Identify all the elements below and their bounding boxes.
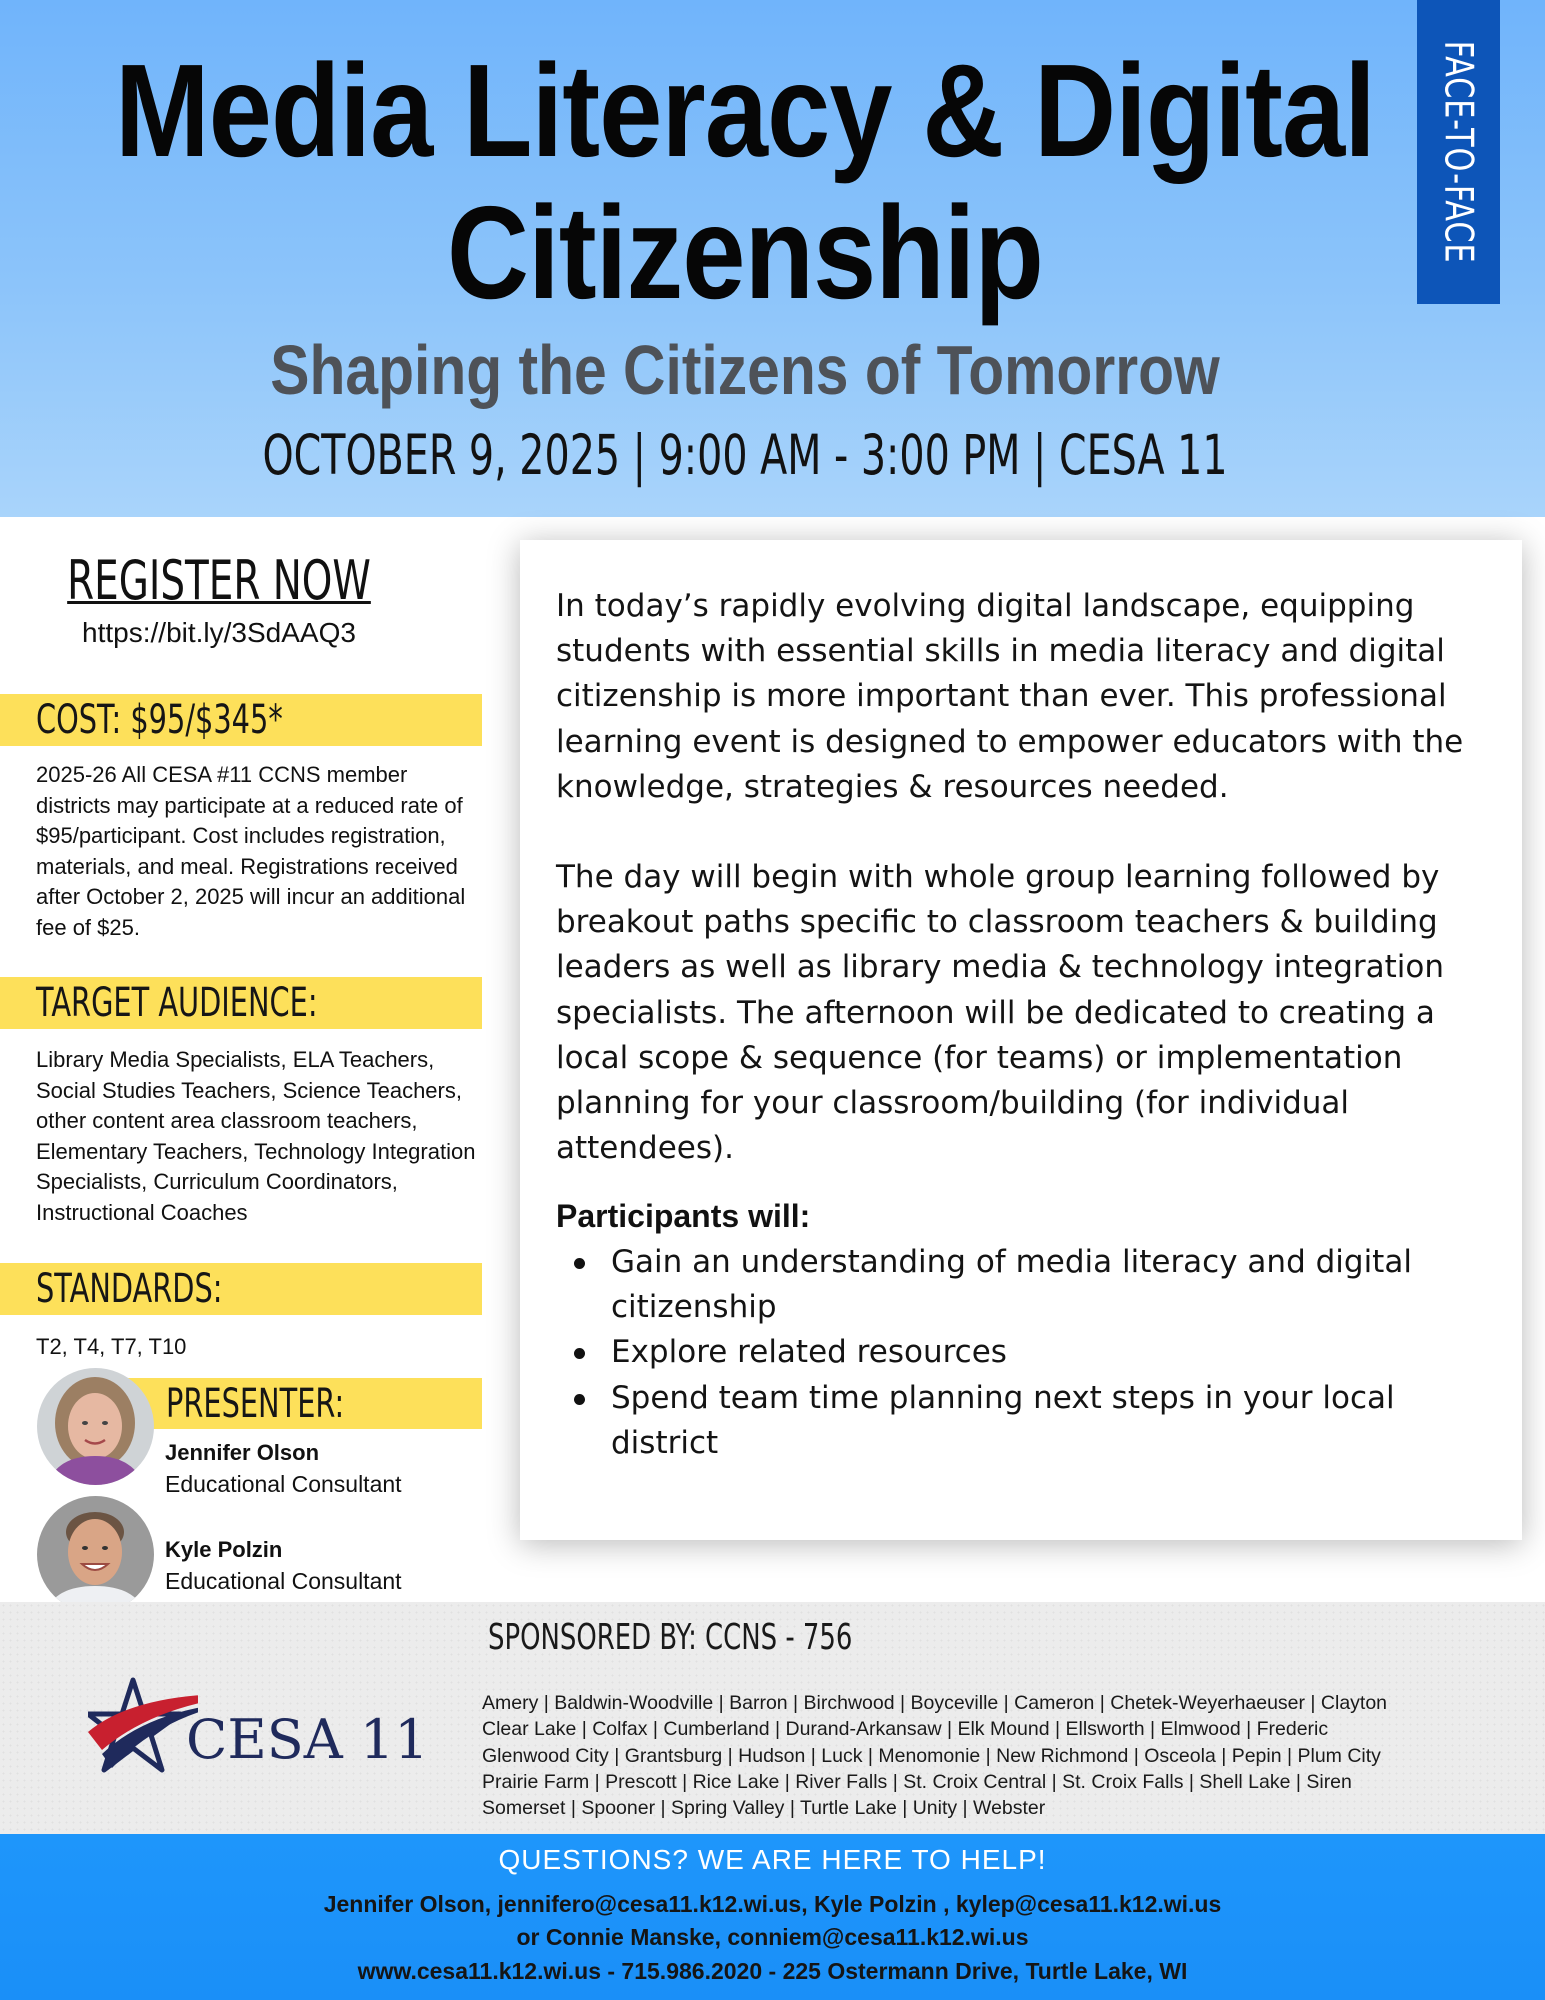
sponsor-title: SPONSORED BY: CCNS - 756 — [488, 1617, 853, 1658]
presenter-role-1: Educational Consultant — [165, 1471, 402, 1497]
description-paragraph-1: In today’s rapidly evolving digital landscape, equipping students with essential skills in media literacy and digital citizenship is more important than ever. This professional learning event is designed to empower educators with the knowledge, strategies & resources needed. — [556, 588, 1464, 805]
presenter-heading-bar — [100, 1378, 482, 1429]
event-date-time-location: OCTOBER 9, 2025 | 9:00 AM - 3:00 PM | CESA 11 — [262, 423, 1228, 487]
questions-heading: QUESTIONS? WE ARE HERE TO HELP! — [498, 1844, 1047, 1875]
presenter-heading: PRESENTER: — [166, 1381, 345, 1427]
member-districts-list — [482, 1690, 1522, 1821]
page-subtitle: Shaping the Citizens of Tomorrow — [270, 331, 1220, 409]
page-title — [104, 37, 1385, 326]
presenter-name-2: Kyle Polzin — [165, 1537, 283, 1562]
face-to-face-badge — [1417, 0, 1500, 304]
cost-heading: COST: $95/$345* — [36, 697, 283, 743]
description-paragraph-2: The day will begin with whole group learning followed by breakout paths specific to classroom teachers & building leaders as well as library media & technology integration specialists. The afternoon will be dedicated to creating a local scope & sequence (for teams) or implementation planning for your classroom/building (for individual attendees). — [556, 859, 1444, 1167]
contact-line-2[interactable]: or Connie Manske, conniem@cesa11.k12.wi.us — [516, 1924, 1029, 1950]
contact-line-3[interactable]: www.cesa11.k12.wi.us - 715.986.2020 - 225 Ostermann Drive, Turtle Lake, WI — [357, 1958, 1188, 1984]
audience-text: Library Media Specialists, ELA Teachers, Social Studies Teachers, Science Teachers, other content area classroom teachers, Elementary Teachers, Technology Integration Specialists, Curriculum Coordinators, Instructional Coaches — [36, 1047, 476, 1225]
cost-heading-bar — [0, 694, 482, 746]
cesa-logo-text: CESA 11 — [186, 1708, 429, 1771]
standards-heading: STANDARDS: — [36, 1266, 223, 1312]
bullet-icon — [574, 1348, 585, 1359]
list-item-text: Gain an understanding of media literacy and digital citizenship — [611, 1244, 1412, 1326]
contact-footer — [0, 1834, 1545, 2000]
header-banner — [0, 0, 1545, 517]
cost-text: 2025-26 All CESA #11 CCNS member districts may participate at a reduced rate of $95/participant. Cost includes registration, materials, and meal. Registrations received after October 2, 2025 will incur an additional fee of $25. — [36, 762, 466, 940]
register-link[interactable]: https://bit.ly/3SdAAQ3 — [82, 617, 356, 648]
standards-text: T2, T4, T7, T10 — [36, 1334, 187, 1359]
description-card — [520, 540, 1522, 1540]
district-line: Amery | Baldwin-Woodville | Barron | Birchwood | Boyceville | Cameron | Chetek-Weyerhaeuser | Clayton — [482, 1692, 1388, 1714]
district-line: Clear Lake | Colfax | Cumberland | Durand-Arkansaw | Elk Mound | Ellsworth | Elmwood | Frederic — [482, 1718, 1329, 1741]
list-item-text: Explore related resources — [611, 1334, 1007, 1371]
list-item — [556, 1240, 1476, 1330]
list-item — [556, 1376, 1476, 1466]
list-item — [556, 1330, 1476, 1375]
presenter-name-1: Jennifer Olson — [165, 1440, 320, 1465]
audience-heading-bar — [0, 977, 482, 1029]
register-now-heading[interactable]: REGISTER NOW — [67, 549, 371, 612]
title-line-2: Citizenship — [446, 179, 1044, 326]
face-to-face-label: FACE-TO-FACE — [1435, 40, 1481, 264]
presenter-avatar-kyle — [37, 1496, 154, 1613]
star-swoosh-icon — [88, 1672, 198, 1792]
bullet-icon — [574, 1394, 585, 1405]
participants-list — [556, 1240, 1476, 1466]
sponsor-section — [0, 1602, 1545, 1834]
avatar-jennifer-image — [37, 1368, 154, 1485]
contact-line-1[interactable]: Jennifer Olson, jennifero@cesa11.k12.wi.us, Kyle Polzin , kylep@cesa11.k12.wi.us — [323, 1891, 1222, 1917]
list-item-text: Spend team time planning next steps in your local district — [611, 1379, 1395, 1461]
standards-heading-bar — [0, 1263, 482, 1315]
district-line: Somerset | Spooner | Spring Valley | Turtle Lake | Unity | Webster — [482, 1797, 1046, 1820]
presenter-role-2: Educational Consultant — [165, 1568, 402, 1594]
district-line: Prairie Farm | Prescott | Rice Lake | River Falls | St. Croix Central | St. Croix Falls | Shell Lake | Siren — [482, 1770, 1352, 1793]
bullet-icon — [574, 1258, 585, 1269]
presenter-avatar-jennifer — [37, 1368, 154, 1485]
district-line: Glenwood City | Grantsburg | Hudson | Luck | Menomonie | New Richmond | Osceola | Pepin | Plum City — [482, 1744, 1381, 1767]
participants-heading: Participants will: — [556, 1198, 811, 1234]
title-line-1: Media Literacy & Digital — [115, 37, 1375, 184]
audience-heading: TARGET AUDIENCE: — [36, 980, 318, 1026]
avatar-kyle-image — [37, 1496, 154, 1613]
cesa-11-logo — [88, 1672, 429, 1792]
